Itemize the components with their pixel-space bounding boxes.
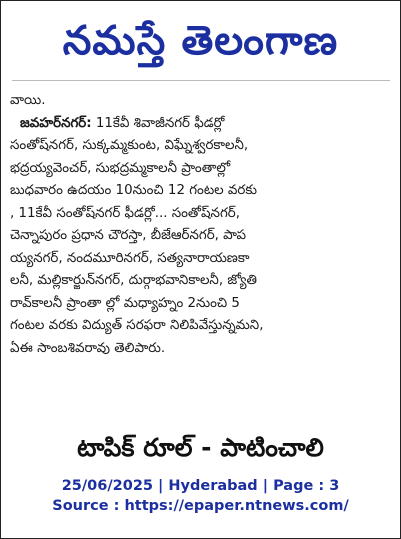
dateline-place: జవహర్‌నగర్: xyxy=(20,115,92,131)
next-article-headline: టాపిక్ రూల్ - పాటించాలి xyxy=(77,433,324,462)
article-line xyxy=(10,113,388,136)
newspaper-masthead: నమస్తే తెలంగాణ xyxy=(62,18,339,64)
article-line: య్యనగర్, నందమూరినగర్, సత్యనారాయణకా xyxy=(10,250,250,266)
article-body xyxy=(10,90,388,360)
article-line-text: 11కేవీ శివాజీనగర్ ఫీడర్లో xyxy=(95,115,225,131)
article-line: చెన్నాపురం ప్రధాన చౌరస్తా, బీజేఆర్‌నగర్, పాప xyxy=(10,228,247,243)
edition-dateline: 25/06/2025 | Hyderabad | Page : 3 xyxy=(61,478,340,494)
article-line: గంటల వరకు విద్యుత్ సరఫరా నిలిపివేస్తున్నమని, xyxy=(10,318,264,333)
article-line: రావ్‌కాలనీ ప్రాంతా ల్లో మధ్యాహ్నం 2నుంచి 5 xyxy=(10,295,240,311)
clipping-footer xyxy=(0,476,401,516)
masthead-divider xyxy=(12,80,390,81)
article-line: వాయి. xyxy=(10,93,46,108)
article-line: సంతోష్‌నగర్, సుక్కమ్మకుంట, విఘ్నేశ్వరకాలనీ, xyxy=(10,138,249,153)
article-line: ఏఈ సాంబశివరావు తెలిపారు. xyxy=(10,340,166,356)
source-link[interactable]: Source : https://epaper.ntnews.com/ xyxy=(52,498,349,514)
article-line: , 11కేవీ సంతోష్‌నగర్ ఫీడర్లో... సంతోష్‌నగర్, xyxy=(10,205,240,221)
article-line: భద్రయ్యవెంచర్, సుభద్రమ్మకాలనీ ప్రాంతాల్లో xyxy=(10,160,231,176)
article-line: బుధవారం ఉదయం 10నుంచి 12 గంటల వరకు xyxy=(10,183,257,198)
article-line: లనీ, మల్లికార్జున్‌నగర్, దుర్గాభవానికాలనీ, జ్యోతి xyxy=(10,273,257,288)
